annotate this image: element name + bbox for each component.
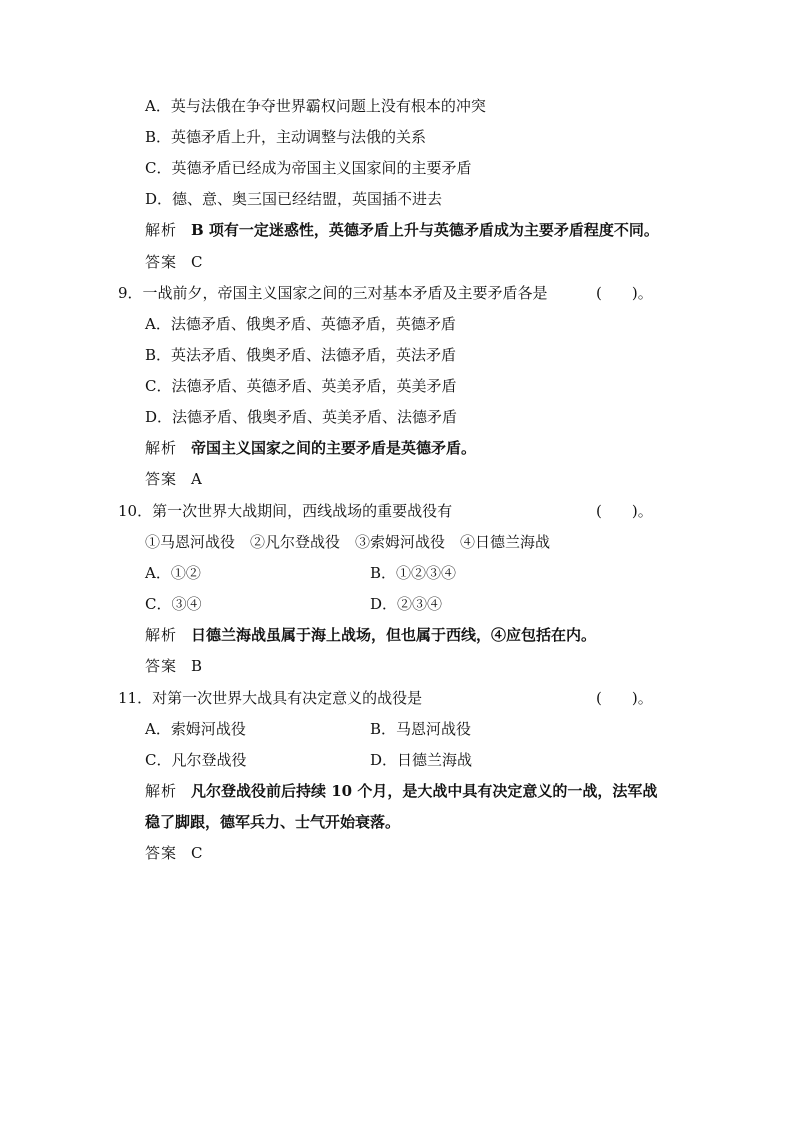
question-9-stem: 9．一战前夕，帝国主义国家之间的三对基本矛盾及主要矛盾各是 bbox=[118, 284, 548, 302]
q10-option-c: C．③④ bbox=[145, 595, 202, 613]
option-a: A．英与法俄在争夺世界霸权问题上没有根本的冲突 bbox=[145, 97, 486, 115]
answer-value: A bbox=[191, 470, 202, 488]
question-9-paren: ( )。 bbox=[596, 284, 653, 302]
analysis-text: 凡尔登战役前后持续 10 个月，是大战中具有决定意义的一战，法军战 bbox=[191, 782, 658, 800]
question-10-paren: ( )。 bbox=[596, 502, 653, 520]
answer-line bbox=[145, 252, 203, 272]
q10-analysis-line bbox=[145, 625, 596, 645]
q10-option-d: D．②③④ bbox=[370, 595, 443, 613]
analysis-label: 解析 bbox=[145, 221, 178, 239]
q10-answer-line bbox=[145, 656, 202, 676]
q9-option-b: B．英法矛盾、俄奥矛盾、法德矛盾，英法矛盾 bbox=[145, 346, 457, 364]
q9-analysis-line bbox=[145, 438, 476, 458]
q9-answer-line bbox=[145, 469, 202, 489]
answer-label: 答案 bbox=[145, 657, 178, 675]
analysis-label: 解析 bbox=[145, 439, 178, 457]
q9-option-a: A．法德矛盾、俄奥矛盾、英德矛盾，英德矛盾 bbox=[145, 315, 456, 333]
answer-label: 答案 bbox=[145, 470, 178, 488]
q10-option-a: A．①② bbox=[145, 564, 201, 582]
q11-analysis-line bbox=[145, 781, 657, 801]
q11-analysis-continuation: 稳了脚跟，德军兵力、士气开始衰落。 bbox=[145, 813, 401, 831]
question-11-paren: ( )。 bbox=[596, 689, 653, 707]
analysis-text: 日德兰海战虽属于海上战场，但也属于西线，④应包括在内。 bbox=[191, 626, 597, 644]
q11-option-c: C．凡尔登战役 bbox=[145, 751, 247, 769]
analysis-label: 解析 bbox=[145, 626, 178, 644]
analysis-text: 帝国主义国家之间的主要矛盾是英德矛盾。 bbox=[191, 439, 477, 457]
q10-items: ①马恩河战役 ②凡尔登战役 ③索姆河战役 ④日德兰海战 bbox=[145, 533, 551, 551]
answer-value: C bbox=[191, 844, 203, 862]
option-d: D．德、意、奥三国已经结盟，英国插不进去 bbox=[145, 190, 443, 208]
q10-option-b: B．①②③④ bbox=[370, 564, 457, 582]
q11-option-d: D．日德兰海战 bbox=[370, 751, 473, 769]
analysis-text: B 项有一定迷惑性，英德矛盾上升与英德矛盾成为主要矛盾程度不同。 bbox=[191, 221, 659, 239]
q11-option-b: B．马恩河战役 bbox=[370, 720, 472, 738]
answer-label: 答案 bbox=[145, 844, 178, 862]
answer-value: B bbox=[191, 657, 203, 675]
question-11-stem: 11．对第一次世界大战具有决定意义的战役是 bbox=[118, 689, 423, 707]
q11-option-a: A．索姆河战役 bbox=[145, 720, 246, 738]
q9-option-d: D．法德矛盾、俄奥矛盾、英美矛盾、法德矛盾 bbox=[145, 408, 458, 426]
q9-option-c: C．法德矛盾、英德矛盾、英美矛盾，英美矛盾 bbox=[145, 377, 457, 395]
analysis-label: 解析 bbox=[145, 782, 178, 800]
option-c: C．英德矛盾已经成为帝国主义国家间的主要矛盾 bbox=[145, 159, 472, 177]
answer-value: C bbox=[191, 253, 203, 271]
q11-answer-line bbox=[145, 843, 203, 863]
option-b: B．英德矛盾上升，主动调整与法俄的关系 bbox=[145, 128, 427, 146]
question-10-stem: 10．第一次世界大战期间，西线战场的重要战役有 bbox=[118, 502, 453, 520]
answer-label: 答案 bbox=[145, 253, 178, 271]
analysis-line bbox=[145, 220, 659, 240]
